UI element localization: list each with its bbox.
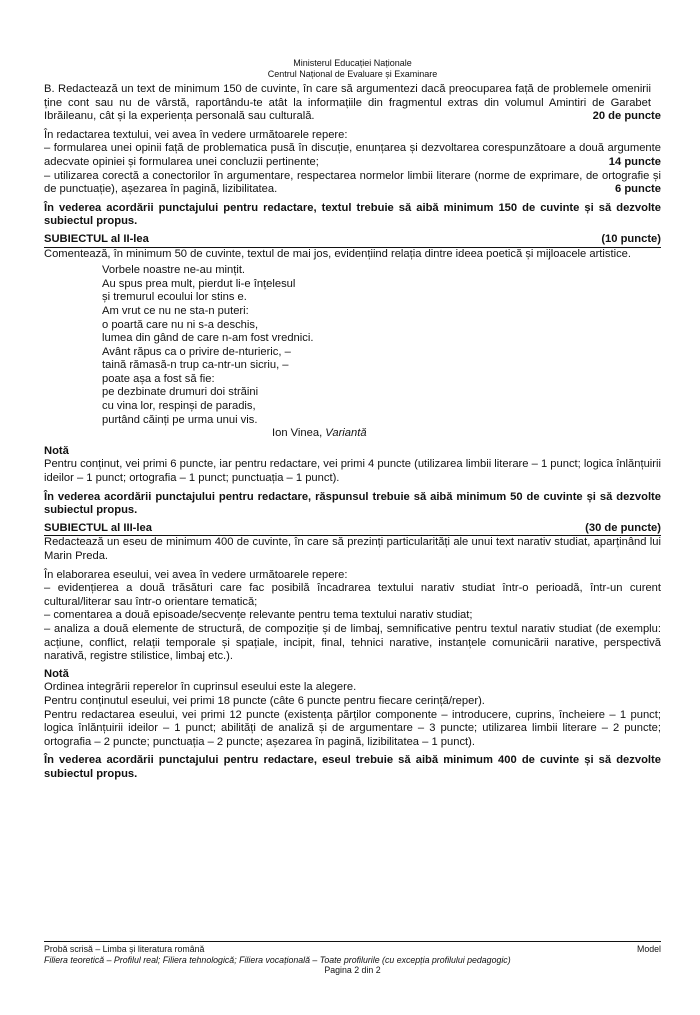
partb-rep2: – utilizarea corectă a conectorilor în argumentare, respectarea normelor limbii literare (norme de exprimare, de ortografie și de punctuație), așezarea în pagină, lizibilitatea. (44, 169, 661, 196)
subject2-points: (10 puncte) (601, 232, 661, 245)
partb-rep2-points: 6 puncte (614, 183, 661, 196)
partb-task: B. Redactează un text de minimum 150 de cuvinte, în care să argumentezi dacă preocuparea față de problemele omenirii ține cont sau nu de vârstă, raportându-te atât la informațiile din fragmentul extras din volumul Amintiri de Garabet Ibrăileanu, cât și la experiența personală sau culturală. (44, 83, 651, 123)
page-header (44, 58, 661, 79)
partb-points: 20 de puncte (592, 110, 661, 123)
subject3-nota3: Pentru redactarea eseului, vei primi 12 puncte (existența părților componente – introducere, cuprins, încheiere – 1 punct; logica înlănțuirii ideilor – 1 punct; abilități de analiză și de argumentare – 3 puncte; utilizarea limbii literare – 2 puncte; ortografia – 2 puncte; punctuația – 2 puncte; așezarea în pagină, lizibilitatea – 1 punct). (44, 708, 661, 748)
subject3-title: SUBIECTUL al III-lea (44, 521, 152, 534)
partb-intro: În redactarea textului, vei avea în vedere următoarele repere: (44, 128, 348, 141)
center-name: Centrul Național de Evaluare și Examinare (267, 68, 438, 79)
poem-title: Variantă (325, 427, 367, 440)
exam-page (44, 58, 661, 782)
partb-task-block (44, 83, 661, 124)
subject2-title: SUBIECTUL al II-lea (44, 232, 149, 245)
footer-exam: Probă scrisă – Limba și literatura română (44, 944, 205, 954)
subject3-task: Redactează un eseu de minimum 400 de cuvinte, în care să prezinți particularități ale unui text narativ studiat, aparținând lui Marin Preda. (44, 536, 661, 562)
subject2-task: Comentează, în minimum 50 de cuvinte, textul de mai jos, evidențiind relația dintre ideea poetică și mijloacele artistice. (44, 247, 632, 260)
footer-profile: Filiera teoretică – Profilul real; Filiera tehnologică; Filiera vocațională – Toate profilurile (cu excepția profilului pedagogic) (44, 954, 511, 965)
partb-rep1-points: 14 puncte (608, 155, 661, 168)
poem-line: Vorbele noastre ne-au mințit. (102, 264, 246, 277)
subject3-rep1: – evidențierea a două trăsături care fac posibilă încadrarea textului narativ studiat într-o perioadă, într-un curent cultural/literar sau într-o orientare tematică; (44, 582, 661, 608)
ministry-name: Ministerul Educației Naționale (293, 58, 412, 68)
page-number: Pagina 2 din 2 (324, 965, 381, 975)
footer-model: Model (637, 944, 661, 954)
page-footer (44, 941, 661, 976)
subject3-nota2: Pentru conținutul eseului, vei primi 18 puncte (câte 6 puncte pentru fiecare cerință/reper). (44, 694, 485, 707)
poem (102, 264, 661, 441)
partb-rep1: – formularea unei opinii față de problematica pusă în discuție, enunțarea și dezvoltarea corespunzătoare a două argumente adecvate opiniei și formularea unei concluzii pertinente; (44, 142, 661, 168)
poem-line: Au spus prea mult, pierdut li-e înțelesul (102, 277, 296, 290)
subject2-nota-label: Notă (44, 444, 69, 457)
poem-line: pe dezbinate drumuri doi străini (102, 386, 259, 399)
poem-author: Ion Vinea, (272, 427, 323, 440)
poem-line: și tremurul ecoului lor stins e. (102, 291, 247, 304)
poem-line: Am vrut ce nu ne sta-n puteri: (102, 304, 249, 317)
subject3-rep2: – comentarea a două episoade/secvențe relevante pentru tema textului narativ studiat; (44, 609, 473, 622)
partb-requirement: În vederea acordării punctajului pentru redactare, textul trebuie să aibă minimum 150 de cuvinte și să dezvolte subiectul propus. (44, 201, 661, 228)
subject2-nota: Pentru conținut, vei primi 6 puncte, iar pentru redactare, vei primi 4 puncte (utilizarea limbii literare – 1 punct; logica înlănțuirii ideilor – 1 punct; ortografia – 1 punct; punctuația – 1 punct). (44, 458, 661, 485)
subject2-heading (44, 233, 661, 248)
poem-line: o poartă care nu ni s-a deschis, (102, 318, 259, 331)
poem-line: Avânt răpus ca o privire de-nturieric, – (102, 345, 291, 358)
subject3-rep3: – analiza a două elemente de structură, de compoziție și de limbaj, semnificative pentru textul narativ studiat (de exemplu: acțiune, conflict, relații temporale și spațiale, incipit, final, tehnici narative, instanțele comunicării narative, perspectivă narativă, registre stilistice, limbaj etc.). (44, 622, 661, 663)
poem-line: poate așa a fost să fie: (102, 372, 215, 385)
poem-line: cu vina lor, respinși de paradis, (102, 400, 256, 413)
poem-attribution (272, 427, 661, 441)
poem-line: lumea din gând de care n-am fost vrednici. (102, 332, 314, 345)
poem-line: taină rămasă-n trup ca-ntr-un sicriu, – (102, 359, 289, 372)
subject3-heading (44, 522, 661, 537)
subject3-nota1: Ordinea integrării reperelor în cuprinsul eseului este la alegere. (44, 681, 357, 694)
subject3-intro: În elaborarea eseului, vei avea în vedere următoarele repere: (44, 568, 348, 581)
subject2-requirement: În vederea acordării punctajului pentru redactare, răspunsul trebuie să aibă minimum 50 de cuvinte și să dezvolte subiectul propus. (44, 490, 661, 517)
subject3-points: (30 de puncte) (585, 521, 661, 534)
poem-line: purtând căinți pe urma unui vis. (102, 413, 258, 426)
subject3-requirement: În vederea acordării punctajului pentru redactare, eseul trebuie să aibă minimum 400 de cuvinte și să dezvolte subiectul propus. (44, 754, 661, 780)
subject3-nota-label: Notă (44, 667, 69, 680)
